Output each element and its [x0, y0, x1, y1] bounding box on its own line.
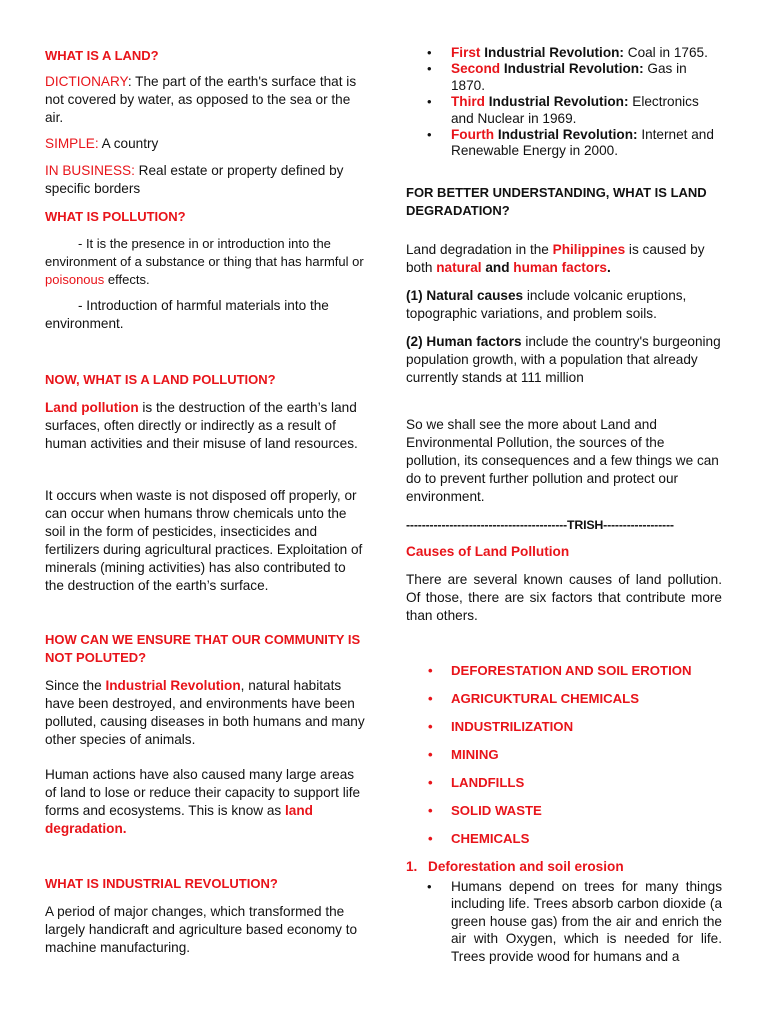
- revolution-ordinal: Fourth: [451, 127, 495, 143]
- natural-term: natural: [436, 260, 482, 275]
- degradation-paragraph: [406, 241, 722, 277]
- revolution-text: Gas in 1870.: [451, 61, 687, 93]
- heading-better-understanding: FOR BETTER UNDERSTANDING, WHAT IS LAND DEGRADATION?: [406, 185, 707, 218]
- human-actions-paragraph: [45, 766, 367, 838]
- causes-intro: There are several known causes of land pollution. Of those, there are six factors that contribute more than others.: [406, 572, 722, 623]
- land-pollution-label: Land pollution: [45, 400, 139, 415]
- revolution-item: [406, 94, 722, 127]
- business-text: Real estate or property defined by specific borders: [45, 163, 344, 196]
- business-definition: [45, 162, 367, 198]
- pollution-definition-1: [45, 235, 367, 289]
- poisonous-word: poisonous: [45, 272, 105, 287]
- heading-ensure: HOW CAN WE ENSURE THAT OUR COMMUNITY IS NOT POLUTED?: [45, 632, 361, 665]
- simple-text: A country: [98, 136, 159, 151]
- simple-label: SIMPLE:: [45, 136, 99, 151]
- simple-definition: [45, 135, 367, 153]
- heading-causes: Causes of Land Pollution: [406, 544, 570, 559]
- revolution-text: Electronics and Nuclear in 1969.: [451, 94, 699, 126]
- revolution-label: Industrial Revolution:: [484, 94, 629, 110]
- dictionary-label: DICTIONARY: [45, 74, 128, 89]
- human-actions-text: Human actions have also caused many large areas of land to lose or reduce their capacity to support life forms and ecosystems. This is know as: [45, 767, 361, 818]
- natural-causes-text: include volcanic eruptions, topographic variations, and problem soils.: [406, 288, 687, 321]
- cause-item: • SOLID WASTE: [406, 802, 542, 820]
- revolution-label: Industrial Revolution:: [500, 61, 644, 77]
- cause-item: • INDUSTRILIZATION: [406, 718, 573, 736]
- human-factors-label: (2) Human factors: [406, 334, 522, 349]
- heading-land-pollution: NOW, WHAT IS A LAND POLLUTION?: [45, 372, 276, 387]
- revolution-label: Industrial Revolution:: [480, 45, 624, 60]
- numbered-index: 1.: [406, 859, 418, 874]
- land-degradation-term: land degradation.: [45, 803, 313, 836]
- industrial-definition: A period of major changes, which transformed the largely handicraft and agriculture based economy to machine manufacturing.: [45, 904, 358, 955]
- heading-what-is-land: WHAT IS A LAND?: [45, 48, 159, 63]
- revolution-item: [406, 127, 722, 160]
- since-paragraph: [45, 677, 367, 749]
- human-factors-paragraph: [406, 333, 722, 387]
- revolution-ordinal: First: [451, 45, 481, 60]
- cause-item: • AGRICUKTURAL CHEMICALS: [406, 690, 639, 708]
- human-factors-text: include the country's burgeoning population growth, with a population that already currently stands at 111 million: [406, 334, 721, 385]
- occurs-paragraph: It occurs when waste is not disposed off properly, or can occur when humans throw chemicals unto the soil in the form of pesticides, insecticides and fertilizers during agricultural practices. Exploitation of minerals (mining activities) has also contributed to the destruction of the earth’s surface.: [45, 488, 363, 593]
- revolution-item: [406, 61, 722, 94]
- dictionary-text: : The part of the earth's surface that is not covered by water, as opposed to the sea or the air.: [45, 74, 357, 125]
- pollution-def1-end: effects.: [104, 272, 150, 287]
- cause-item: • MINING: [406, 746, 499, 764]
- revolution-ordinal: Third: [451, 94, 485, 110]
- deforestation-bullet: • Humans depend on trees for many things including life. Trees absorb carbon dioxide (a green house gas) from the air and enrich the air with Oxygen, which is needed for life. Trees provide wood for humans and a: [406, 878, 722, 965]
- business-label: IN BUSINESS:: [45, 163, 135, 178]
- heading-industrial-revolution: WHAT IS INDUSTRIAL REVOLUTION?: [45, 876, 278, 891]
- cause-item: • DEFORESTATION AND SOIL EROTION: [406, 662, 692, 680]
- land-pollution-definition: [45, 399, 367, 453]
- degradation-text-c: and: [481, 260, 514, 275]
- degradation-text-b: is caused by both: [406, 242, 705, 275]
- since-text-a: Since the: [45, 678, 106, 693]
- revolution-ordinal: Second: [451, 61, 501, 77]
- human-factors-term: human factors: [513, 260, 607, 275]
- natural-causes-paragraph: [406, 287, 722, 323]
- revolution-list: [406, 45, 722, 160]
- industrial-revolution-term: Industrial Revolution: [105, 678, 241, 693]
- revolution-item: [406, 45, 722, 61]
- pollution-def1-text: - It is the presence in or introduction into the environment of a substance or thing that has harmful or: [45, 236, 364, 269]
- degradation-text-a: Land degradation in the: [406, 242, 553, 257]
- dictionary-definition: [45, 73, 367, 127]
- philippines-term: Philippines: [552, 242, 626, 257]
- revolution-label: Industrial Revolution:: [494, 127, 638, 143]
- trish-divider: -----------------------------------------TRISH------------------: [406, 518, 674, 532]
- numbered-title: Deforestation and soil erosion: [428, 859, 624, 874]
- cause-item: • CHEMICALS: [406, 830, 529, 848]
- revolution-text: Internet and Renewable Energy in 2000.: [451, 127, 714, 159]
- deforestation-bullets: [406, 878, 722, 965]
- revolution-text: Coal in 1765.: [623, 45, 708, 60]
- natural-causes-label: (1) Natural causes: [406, 288, 524, 303]
- numbered-heading-deforestation: [406, 858, 722, 876]
- cause-item: • LANDFILLS: [406, 774, 524, 792]
- pollution-definition-2: - Introduction of harmful materials into the environment.: [45, 298, 329, 331]
- heading-what-is-pollution: WHAT IS POLLUTION?: [45, 209, 186, 224]
- so-we-paragraph: So we shall see the more about Land and Environmental Pollution, the sources of the pollution, its consequences and a few things we can do to prevent further pollution and protect our environment.: [406, 417, 719, 504]
- land-pollution-text: is the destruction of the earth’s land surfaces, often directly or indirectly as a result of human activities and their misuse of land resources.: [45, 400, 358, 451]
- degradation-text-d: .: [606, 260, 611, 275]
- since-text-b: , natural habitats have been destroyed, and environments have been polluted, causing diseases in both humans and many other species of animals.: [45, 678, 365, 747]
